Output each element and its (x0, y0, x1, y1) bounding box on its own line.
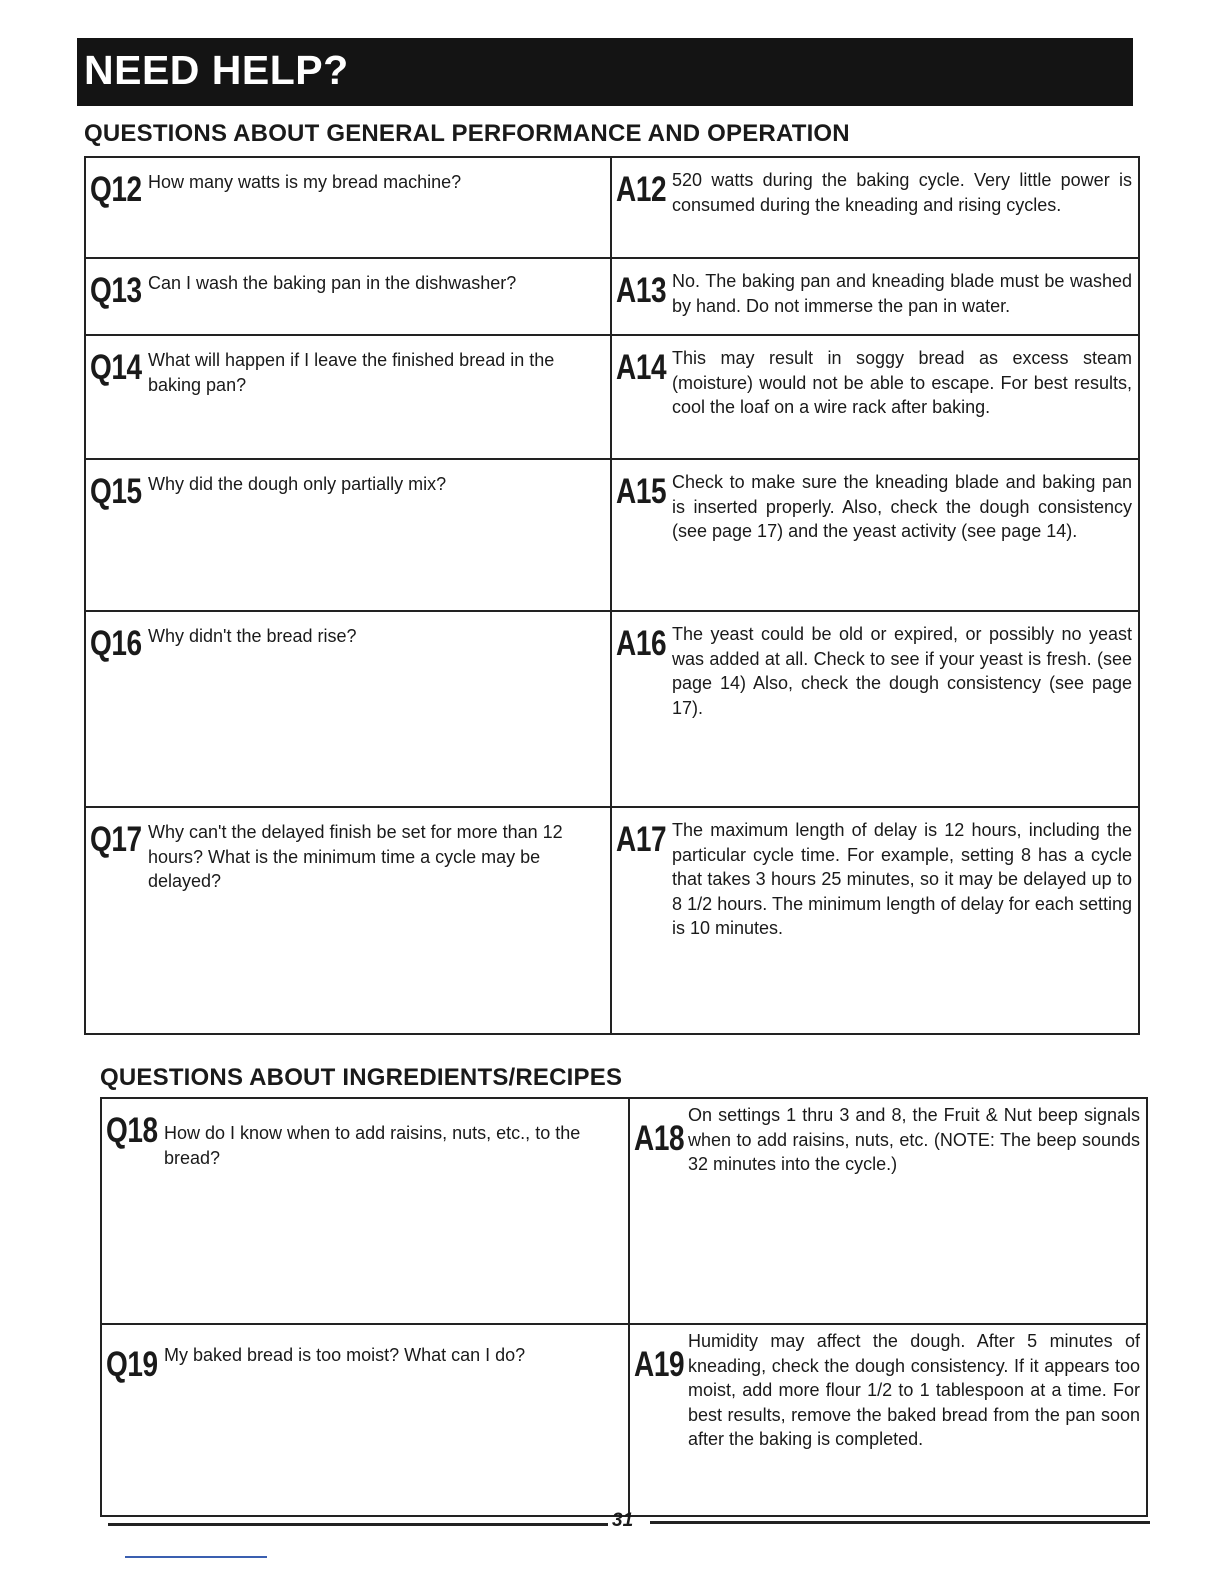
question-label: Q17 (90, 820, 142, 859)
footer-rule-right (650, 1521, 1150, 1524)
question-label: Q15 (90, 472, 142, 511)
answer-label: A13 (616, 271, 667, 310)
footer-rule-left (108, 1523, 608, 1526)
question-cell (86, 612, 610, 806)
question-cell (102, 1099, 628, 1323)
answer-text: Check to make sure the kneading blade and baking pan is inserted properly. Also, check the dough consistency (see page 17) and the yeast activity (see page 14). (672, 472, 1132, 541)
question-text: Can I wash the baking pan in the dishwasher? (148, 273, 517, 293)
question-label: Q13 (90, 271, 142, 310)
answer-cell (612, 158, 1138, 257)
question-text: Why can't the delayed finish be set for more than 12 hours? What is the minimum time a cycle may be delayed? (148, 822, 563, 891)
section-title-general: QUESTIONS ABOUT GENERAL PERFORMANCE AND OPERATION (84, 120, 850, 147)
answer-label: A19 (634, 1345, 685, 1384)
question-label: Q14 (90, 348, 142, 387)
answer-text: On settings 1 thru 3 and 8, the Fruit & Nut beep signals when to add raisins, nuts, etc. (NOTE: The beep sounds 32 minutes into the cycle.) (688, 1105, 1140, 1174)
answer-cell (612, 460, 1138, 610)
faq-row-q17 (86, 806, 1138, 1033)
link-underline-decoration (125, 1556, 267, 1558)
question-cell (86, 808, 610, 1033)
answer-cell (612, 612, 1138, 806)
answer-label: A15 (616, 472, 667, 511)
question-text: What will happen if I leave the finished bread in the baking pan? (148, 350, 555, 395)
question-text: Why did the dough only partially mix? (148, 474, 447, 494)
answer-text: 520 watts during the baking cycle. Very little power is consumed during the kneading and rising cycles. (672, 170, 1132, 215)
section-title-ingredients: QUESTIONS ABOUT INGREDIENTS/RECIPES (100, 1064, 623, 1091)
answer-label: A14 (616, 348, 667, 387)
page-title: NEED HELP? (84, 47, 349, 93)
answer-text: Humidity may affect the dough. After 5 minutes of kneading, check the dough consistency. If it appears too moist, add more flour 1/2 to 1 tablespoon at a time. For best results, remove the baked bread from the pan soon after the baking is completed. (688, 1331, 1140, 1449)
answer-label: A18 (634, 1119, 685, 1158)
question-cell (86, 259, 610, 334)
answer-text: This may result in soggy bread as excess steam (moisture) would not be able to escape. For best results, cool the loaf on a wire rack after baking. (672, 348, 1132, 417)
faq-row-q15 (86, 458, 1138, 610)
answer-text: The maximum length of delay is 12 hours, including the particular cycle time. For example, setting 8 has a cycle that takes 3 hours 25 minutes, so it may be delayed up to 8 1/2 hours. The minimum length of delay for each setting is 10 minutes. (672, 820, 1132, 938)
question-label: Q18 (106, 1111, 158, 1150)
question-cell (86, 158, 610, 257)
question-cell (86, 460, 610, 610)
faq-table-general (84, 156, 1140, 1035)
faq-row-q13 (86, 257, 1138, 334)
answer-label: A16 (616, 624, 667, 663)
question-text: Why didn't the bread rise? (148, 626, 357, 646)
answer-label: A12 (616, 170, 667, 209)
faq-table-ingredients (100, 1097, 1148, 1517)
answer-text: No. The baking pan and kneading blade must be washed by hand. Do not immerse the pan in water. (672, 271, 1132, 316)
answer-cell (612, 259, 1138, 334)
answer-cell (630, 1099, 1146, 1323)
answer-label: A17 (616, 820, 667, 859)
answer-cell (612, 336, 1138, 458)
question-label: Q12 (90, 170, 142, 209)
answer-text: The yeast could be old or expired, or possibly no yeast was added at all. Check to see if your yeast is fresh. (see page 14) Also, check the dough consistency (see page 17). (672, 624, 1132, 718)
question-cell (102, 1325, 628, 1515)
faq-row-q12 (86, 158, 1138, 257)
question-text: How do I know when to add raisins, nuts, etc., to the bread? (164, 1123, 581, 1168)
question-text: How many watts is my bread machine? (148, 172, 462, 192)
need-help-banner (77, 38, 1133, 106)
faq-row-q14 (86, 334, 1138, 458)
page-number: 31 (612, 1510, 634, 1531)
question-text: My baked bread is too moist? What can I do? (164, 1345, 526, 1365)
answer-cell (612, 808, 1138, 1033)
faq-row-q18 (102, 1099, 1146, 1323)
answer-cell (630, 1325, 1146, 1515)
question-cell (86, 336, 610, 458)
faq-row-q19 (102, 1323, 1146, 1515)
faq-row-q16 (86, 610, 1138, 806)
question-label: Q19 (106, 1345, 158, 1384)
question-label: Q16 (90, 624, 142, 663)
